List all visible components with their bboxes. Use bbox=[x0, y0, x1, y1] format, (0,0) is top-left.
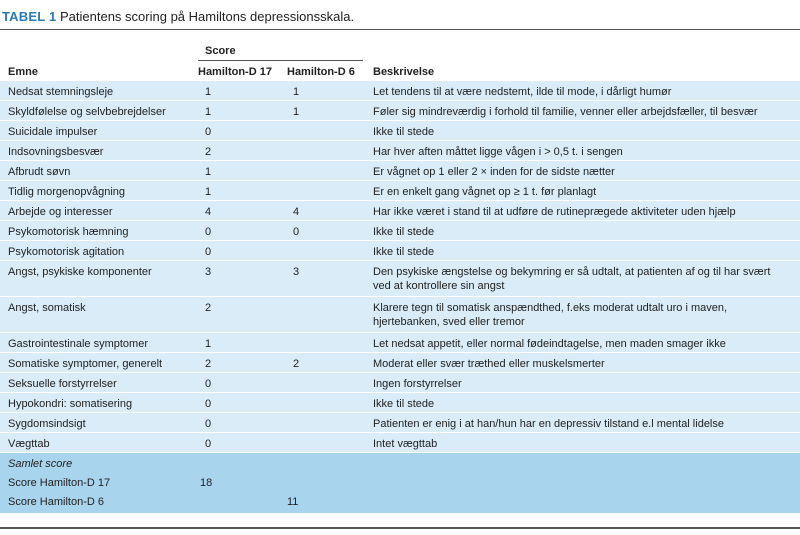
table-row bbox=[0, 413, 800, 433]
header-beskrivelse: Beskrivelse bbox=[373, 66, 435, 78]
table-row bbox=[0, 81, 800, 101]
score-group-header: Score bbox=[205, 45, 236, 57]
cell-hamd17: 0 bbox=[205, 246, 212, 258]
cell-beskrivelse: Ikke til stede bbox=[373, 398, 435, 410]
cell-emne: Tidlig morgenopvågning bbox=[8, 186, 125, 198]
table-row bbox=[0, 101, 800, 121]
cell-hamd17: 1 bbox=[205, 186, 212, 198]
table-body bbox=[0, 81, 800, 513]
cell-hamd17: 2 bbox=[205, 358, 212, 370]
cell-emne: Vægttab bbox=[8, 438, 50, 450]
table-row bbox=[0, 297, 800, 333]
cell-hamd17: 0 bbox=[205, 418, 212, 430]
cell-emne: Afbrudt søvn bbox=[8, 166, 71, 178]
cell-beskrivelse: Ikke til stede bbox=[373, 246, 435, 258]
cell-emne: Angst, psykiske komponenter bbox=[8, 266, 152, 278]
cell-emne: Indsovningsbesvær bbox=[8, 146, 104, 158]
header-hamd17: Hamilton-D 17 bbox=[198, 66, 272, 78]
cell-hamd17: 2 bbox=[205, 146, 212, 158]
summary-hamd17: 18 bbox=[200, 477, 213, 489]
cell-emne: Sygdomsindsigt bbox=[8, 418, 86, 430]
cell-hamd6: 2 bbox=[293, 358, 300, 370]
cell-beskrivelse: Er vågnet op 1 eller 2 × inden for de sidste nætter bbox=[373, 166, 615, 178]
cell-emne: Nedsat stemningsleje bbox=[8, 86, 114, 98]
table-row bbox=[0, 373, 800, 393]
table-row bbox=[0, 333, 800, 353]
cell-hamd6: 1 bbox=[293, 86, 300, 98]
header-emne: Emne bbox=[8, 66, 38, 78]
score-group-rule bbox=[198, 60, 363, 61]
top-rule bbox=[0, 29, 800, 30]
table-label: TABEL 1 bbox=[2, 9, 57, 24]
cell-beskrivelse: Den psykiske ængstelse og bekymring er så udtalt, at patienten af og til har svært ved at kontrollere sin angst bbox=[373, 266, 771, 292]
cell-hamd17: 1 bbox=[205, 166, 212, 178]
header-hamd6: Hamilton-D 6 bbox=[287, 66, 355, 78]
cell-hamd17: 0 bbox=[205, 126, 212, 138]
cell-emne: Somatiske symptomer, generelt bbox=[8, 358, 163, 370]
cell-beskrivelse: Klarere tegn til somatisk anspændthed, f.eks moderat udtalt uro i maven, hjertebanken, sved eller tremor bbox=[373, 302, 728, 328]
cell-hamd17: 0 bbox=[205, 398, 212, 410]
summary-heading-row bbox=[0, 453, 800, 472]
cell-hamd17: 1 bbox=[205, 338, 212, 350]
cell-beskrivelse: Er en enkelt gang vågnet op ≥ 1 t. før planlagt bbox=[373, 186, 597, 198]
cell-beskrivelse: Let tendens til at være nedstemt, ilde til mode, i dårligt humør bbox=[373, 86, 672, 98]
cell-beskrivelse: Ikke til stede bbox=[373, 226, 435, 238]
cell-beskrivelse: Let nedsat appetit, eller normal fødeindtagelse, men maden smager ikke bbox=[373, 338, 726, 350]
cell-beskrivelse: Intet vægttab bbox=[373, 438, 438, 450]
cell-emne: Gastrointestinale symptomer bbox=[8, 338, 148, 350]
cell-hamd6: 3 bbox=[293, 266, 300, 278]
table-row bbox=[0, 353, 800, 373]
cell-beskrivelse: Ingen forstyrrelser bbox=[373, 378, 462, 390]
cell-beskrivelse: Ikke til stede bbox=[373, 126, 435, 138]
cell-hamd17: 2 bbox=[205, 302, 212, 314]
cell-emne: Seksuelle forstyrrelser bbox=[8, 378, 117, 390]
summary-row bbox=[0, 491, 800, 513]
cell-hamd6: 0 bbox=[293, 226, 300, 238]
cell-hamd17: 0 bbox=[205, 438, 212, 450]
table-row bbox=[0, 141, 800, 161]
summary-hamd6: 11 bbox=[287, 496, 299, 508]
table-title bbox=[2, 9, 354, 24]
cell-emne: Hypokondri: somatisering bbox=[8, 398, 133, 410]
cell-hamd17: 1 bbox=[205, 86, 212, 98]
bottom-rule bbox=[0, 527, 800, 529]
cell-emne: Skyldfølelse og selvbebrejdelser bbox=[8, 106, 166, 118]
table-row bbox=[0, 241, 800, 261]
summary-label: Score Hamilton-D 17 bbox=[8, 477, 111, 489]
cell-hamd17: 3 bbox=[205, 266, 212, 278]
cell-hamd17: 4 bbox=[205, 206, 212, 218]
cell-beskrivelse: Har ikke været i stand til at udføre de rutineprægede aktiviteter uden hjælp bbox=[373, 206, 736, 218]
cell-beskrivelse: Moderat eller svær træthed eller muskelsmerter bbox=[373, 358, 605, 370]
table-caption: Patientens scoring på Hamiltons depressionsskala. bbox=[60, 9, 355, 24]
cell-beskrivelse: Føler sig mindreværdig i forhold til familie, venner eller arbejdsfæller, til besvær bbox=[373, 106, 758, 118]
cell-hamd6: 4 bbox=[293, 206, 300, 218]
table-row bbox=[0, 161, 800, 181]
table-row bbox=[0, 433, 800, 453]
cell-emne: Psykomotorisk hæmning bbox=[8, 226, 129, 238]
summary-label: Score Hamilton-D 6 bbox=[8, 496, 104, 508]
cell-hamd17: 0 bbox=[205, 378, 212, 390]
cell-emne: Psykomotorisk agitation bbox=[8, 246, 125, 258]
cell-hamd17: 1 bbox=[205, 106, 212, 118]
summary-row bbox=[0, 472, 800, 491]
cell-emne: Arbejde og interesser bbox=[8, 206, 113, 218]
cell-hamd17: 0 bbox=[205, 226, 212, 238]
cell-hamd6: 1 bbox=[293, 106, 300, 118]
summary-heading: Samlet score bbox=[8, 458, 73, 470]
table-row bbox=[0, 393, 800, 413]
cell-emne: Angst, somatisk bbox=[8, 302, 86, 314]
table-row bbox=[0, 121, 800, 141]
cell-beskrivelse: Patienten er enig i at han/hun har en depressiv tilstand e.l mental lidelse bbox=[373, 418, 724, 430]
table-row bbox=[0, 221, 800, 241]
cell-emne: Suicidale impulser bbox=[8, 126, 98, 138]
table-row bbox=[0, 201, 800, 221]
table-row bbox=[0, 261, 800, 297]
table-row bbox=[0, 181, 800, 201]
cell-beskrivelse: Har hver aften måttet ligge vågen i > 0,5 t. i sengen bbox=[373, 146, 623, 158]
